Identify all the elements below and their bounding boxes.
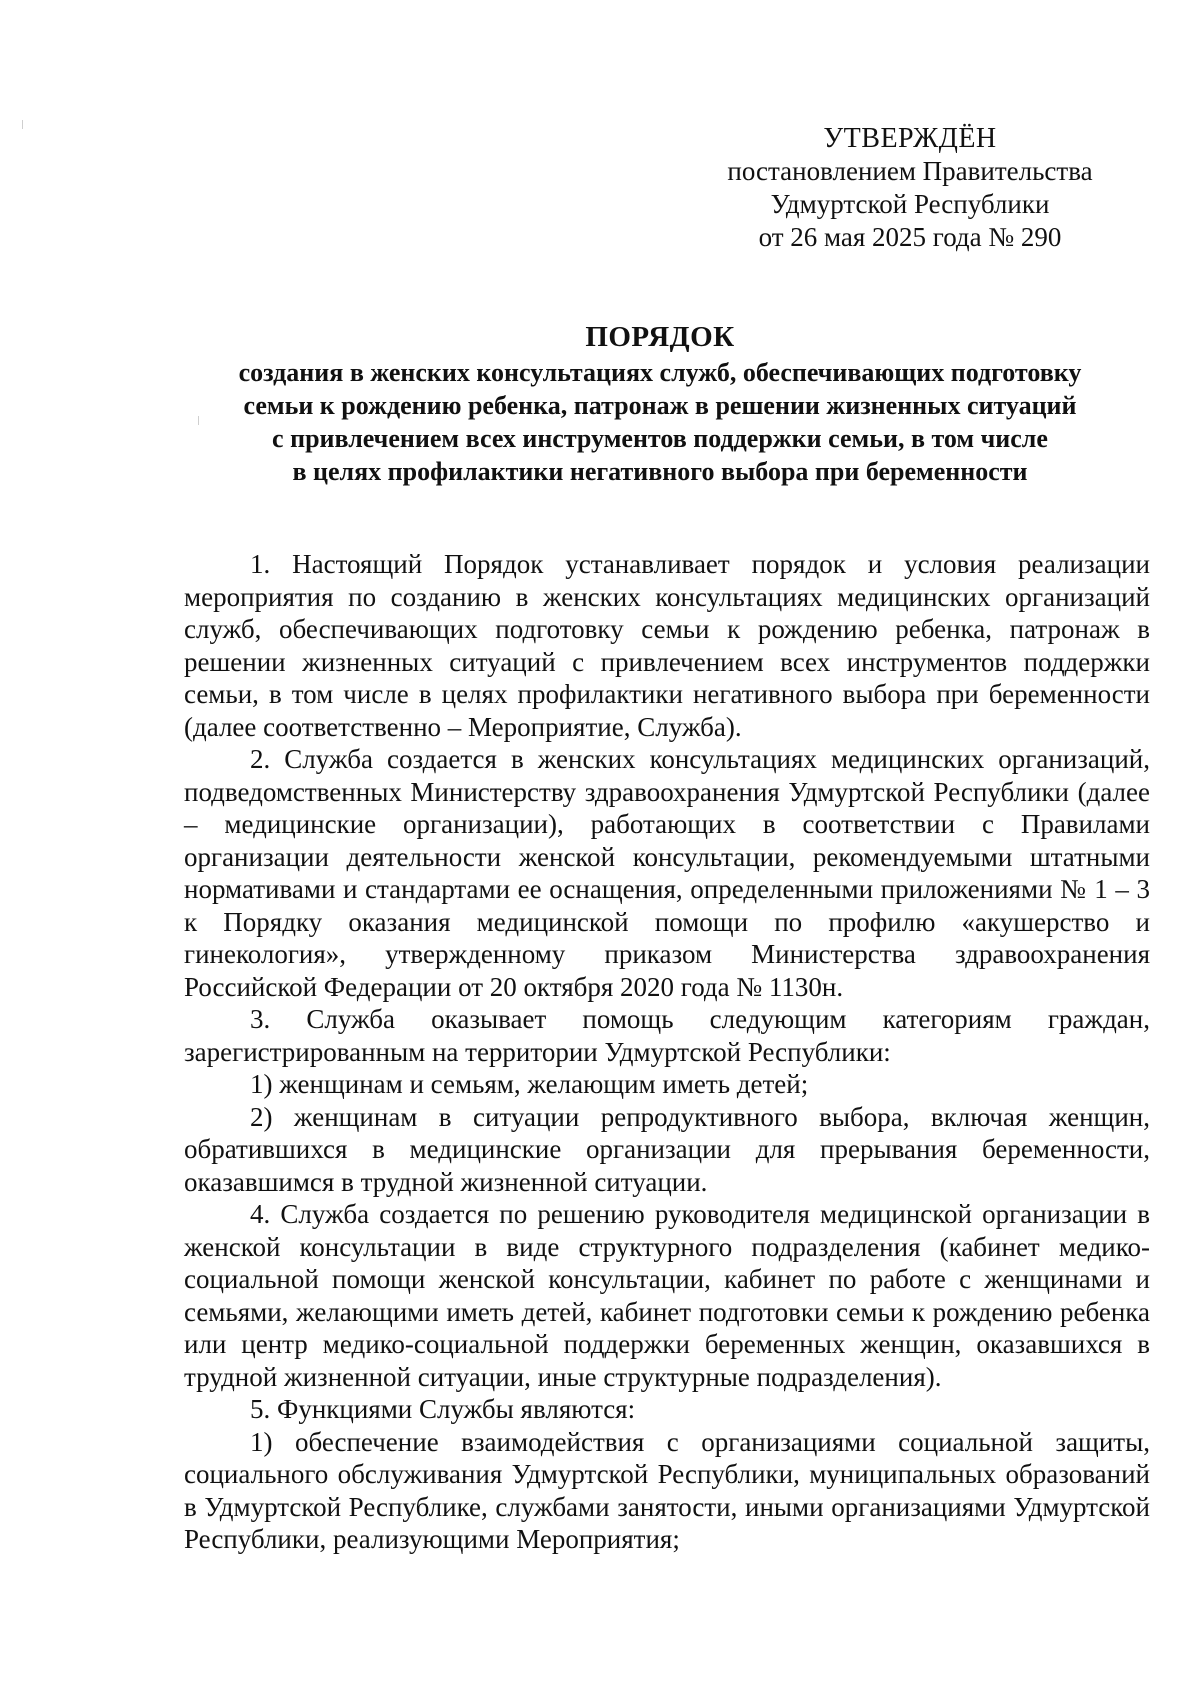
approval-date-line: от 26 мая 2025 года № 290: [758, 222, 1062, 252]
paragraph: 3. Служба оказывает помощь следующим категориям граждан, зарегистрированным на территории Удмуртской Республики:: [184, 1004, 1150, 1067]
paragraph: 2. Служба создается в женских консультациях медицинских организаций, подведомственных Министерству здравоохранения Удмуртской Республики (далее – медицинские организации), работающих в соответствии с Правилами организации деятельности женской консультации, рекомендуемыми штатными нормативами и стандартами ее оснащения, определенными приложениями № 1 – 3 к Порядку оказания медицинской помощи по профилю «акушерство и гинекология», утвержденному приказом Министерства здравоохранения Российской Федерации от 20 октября 2020 года № 1130н.: [184, 744, 1150, 1002]
paragraph: 4. Служба создается по решению руководителя медицинской организации в женской консультации в виде структурного подразделения (кабинет медико-социальной помощи женской консультации, кабинет по работе с женщинами и семьями, желающими иметь детей, кабинет подготовки семьи к рождению ребенка или центр медико-социальной поддержки беременных женщин, оказавшихся в трудной жизненной ситуации, иные структурные подразделения).: [184, 1199, 1150, 1392]
paragraph: 5. Функциями Службы являются:: [250, 1394, 636, 1424]
paragraph: 1) женщинам и семьям, желающим иметь детей;: [250, 1069, 809, 1099]
document-subtitle-line: семьи к рождению ребенка, патронаж в решении жизненных ситуаций: [243, 391, 1077, 420]
document-subtitle-line: с привлечением всех инструментов поддержки семьи, в том числе: [272, 424, 1048, 453]
document-subtitle-line: создания в женских консультациях служб, обеспечивающих подготовку: [238, 358, 1082, 387]
approval-line: Удмуртской Республики: [770, 189, 1050, 219]
document-title-block: [160, 318, 1160, 488]
document-title: ПОРЯДОК: [585, 321, 735, 353]
approved-heading: УТВЕРЖДЁН: [823, 123, 997, 154]
paragraph: 1) обеспечение взаимодействия с организациями социальной защиты, социального обслуживания Удмуртской Республики, муниципальных образований в Удмуртской Республике, службами занятости, иными организациями Удмуртской Республики, реализующими Мероприятия;: [184, 1426, 1150, 1554]
paragraph: 1. Настоящий Порядок устанавливает порядок и условия реализации мероприятия по созданию в женских консультациях медицинских организаций служб, обеспечивающих подготовку семьи к рождению ребенка, патронаж в решении жизненных ситуаций с привлечением всех инструментов поддержки семьи, в том числе в целях профилактики негативного выбора при беременности (далее соответственно – Мероприятие, Служба).: [184, 549, 1150, 742]
scan-mark: [22, 120, 23, 129]
paragraph: 2) женщинам в ситуации репродуктивного выбора, включая женщин, обратившихся в медицинские организации для прерывания беременности, оказавшимся в трудной жизненной ситуации.: [184, 1101, 1150, 1197]
document-body: [184, 548, 1150, 1556]
document-subtitle-line: в целях профилактики негативного выбора при беременности: [292, 457, 1028, 486]
approval-line: постановлением Правительства: [727, 156, 1093, 186]
approval-stamp-block: [700, 122, 1120, 254]
